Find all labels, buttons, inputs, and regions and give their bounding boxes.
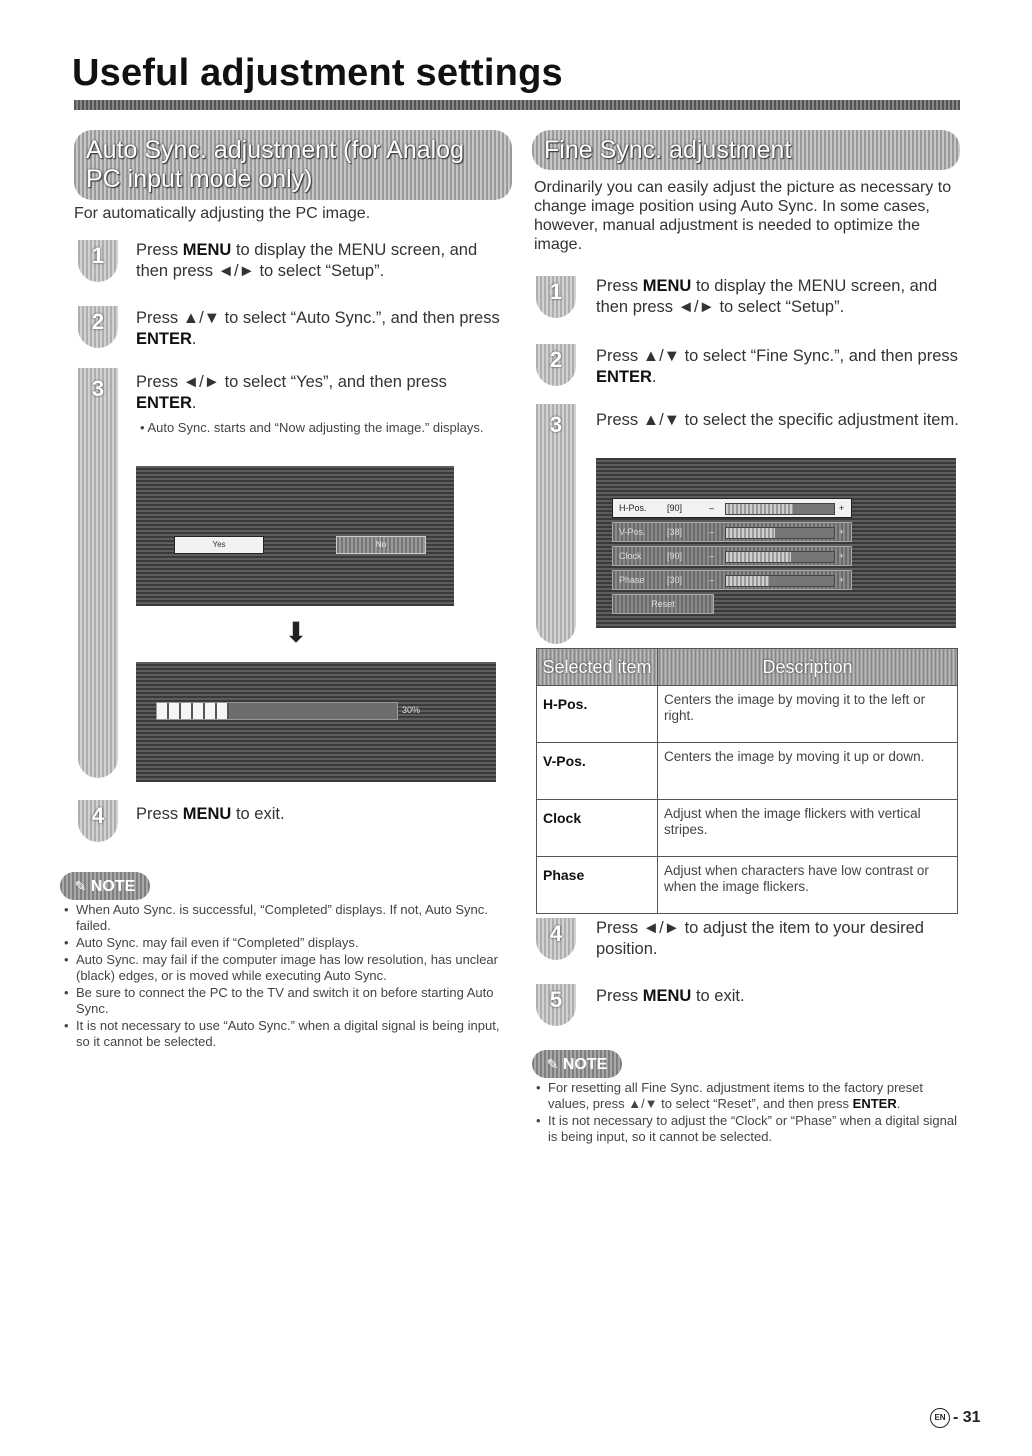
menu-row-value: [90] bbox=[667, 503, 683, 513]
menu-reset-button[interactable]: Reset bbox=[612, 594, 714, 614]
fine-sync-menu-screen bbox=[596, 458, 956, 628]
page-footer bbox=[930, 1408, 981, 1428]
auto-sync-step1-text: Press MENU to display the MENU screen, and then press ◄/► to select “Setup”. bbox=[136, 241, 478, 280]
menu-row-value: [90] bbox=[667, 551, 683, 561]
table-cell-description: Centers the image by moving it to the left or right. bbox=[658, 686, 958, 743]
table-row bbox=[537, 743, 958, 800]
table-cell-item: V-Pos. bbox=[537, 743, 658, 800]
progress-fill bbox=[157, 703, 229, 719]
table-header-item: Selected item bbox=[537, 649, 658, 686]
table-row bbox=[537, 857, 958, 914]
menu-row-label: Phase bbox=[619, 575, 645, 585]
note-item: • Be sure to connect the PC to the TV and switch it on before starting Auto Sync. bbox=[62, 985, 502, 1017]
menu-row-value: [38] bbox=[667, 527, 683, 537]
fine-sync-notes bbox=[534, 1080, 960, 1146]
minus-icon: – bbox=[709, 527, 715, 537]
auto-sync-step2-text: Press ▲/▼ to select “Auto Sync.”, and then press ENTER. bbox=[136, 309, 500, 348]
note-item: • It is not necessary to use “Auto Sync.” when a digital signal is being input, so it cannot be selected. bbox=[62, 1018, 502, 1050]
auto-sync-step1-badge: 1 bbox=[78, 240, 118, 282]
language-badge: EN bbox=[930, 1408, 950, 1428]
menu-row-vpos[interactable] bbox=[612, 522, 852, 542]
level-fill bbox=[726, 576, 769, 586]
menu-row-value: [30] bbox=[667, 575, 683, 585]
level-slider[interactable] bbox=[725, 527, 835, 539]
auto-sync-step3-bar bbox=[78, 368, 118, 778]
level-slider[interactable] bbox=[725, 575, 835, 587]
auto-sync-step2-badge: 2 bbox=[78, 306, 118, 348]
menu-row-label: V-Pos. bbox=[619, 527, 646, 537]
menu-row-label: Clock bbox=[619, 551, 642, 561]
level-slider[interactable] bbox=[725, 503, 835, 515]
auto-sync-notes bbox=[62, 902, 502, 1051]
fine-sync-step2-badge: 2 bbox=[536, 344, 576, 386]
yes-option[interactable]: Yes bbox=[174, 536, 264, 554]
down-arrow-icon: ⬇ bbox=[284, 617, 308, 648]
no-option[interactable]: No bbox=[336, 536, 426, 554]
menu-row-phase[interactable] bbox=[612, 570, 852, 590]
auto-sync-progress-screen bbox=[136, 662, 496, 782]
progress-percent: 30% bbox=[402, 705, 421, 715]
minus-icon: – bbox=[709, 551, 715, 561]
selected-item-table bbox=[536, 648, 958, 914]
fine-sync-note-badge: ✎ NOTE bbox=[532, 1050, 622, 1078]
page-number: - 31 bbox=[953, 1409, 981, 1426]
table-cell-description: Centers the image by moving it up or down. bbox=[658, 743, 958, 800]
fine-sync-step5-badge: 5 bbox=[536, 984, 576, 1026]
fine-sync-step5-text: Press MENU to exit. bbox=[596, 987, 745, 1005]
fine-sync-step1-badge: 1 bbox=[536, 276, 576, 318]
plus-icon: + bbox=[839, 551, 845, 561]
table-cell-item: Phase bbox=[537, 857, 658, 914]
note-item: • Auto Sync. may fail even if “Completed” displays. bbox=[62, 935, 502, 951]
title-rule bbox=[74, 100, 960, 110]
menu-row-label: H-Pos. bbox=[619, 503, 647, 513]
note-item: • Auto Sync. may fail if the computer image has low resolution, has unclear (black) edges, or is moved while executing Auto Sync. bbox=[62, 952, 502, 984]
auto-sync-intro: For automatically adjusting the PC image. bbox=[74, 205, 371, 222]
fine-sync-step3-badge: 3 bbox=[549, 412, 563, 437]
minus-icon: – bbox=[709, 575, 715, 585]
fine-sync-step3-text: Press ▲/▼ to select the specific adjustment item. bbox=[596, 411, 959, 429]
table-cell-item: Clock bbox=[537, 800, 658, 857]
table-cell-item: H-Pos. bbox=[537, 686, 658, 743]
plus-icon: + bbox=[839, 527, 845, 537]
progress-track bbox=[156, 702, 398, 720]
page-title: Useful adjustment settings bbox=[72, 52, 563, 94]
auto-sync-confirm-screen bbox=[136, 466, 454, 606]
fine-sync-step4-text: Press ◄/► to adjust the item to your desired position. bbox=[596, 919, 924, 958]
fine-sync-step2-text: Press ▲/▼ to select “Fine Sync.”, and then press ENTER. bbox=[596, 347, 958, 386]
auto-sync-heading: Auto Sync. adjustment (for Analog PC input mode only) bbox=[74, 130, 512, 200]
table-header-description: Description bbox=[658, 649, 958, 686]
fine-sync-heading: Fine Sync. adjustment bbox=[532, 130, 960, 170]
table-cell-description: Adjust when characters have low contrast or when the image flickers. bbox=[658, 857, 958, 914]
level-slider[interactable] bbox=[725, 551, 835, 563]
note-item: • It is not necessary to adjust the “Clock” or “Phase” when a digital signal is being input, so it cannot be selected. bbox=[534, 1113, 960, 1145]
minus-icon: – bbox=[709, 503, 715, 513]
level-fill bbox=[726, 528, 775, 538]
auto-sync-step4-badge: 4 bbox=[78, 800, 118, 842]
plus-icon: + bbox=[839, 575, 845, 585]
level-fill bbox=[726, 552, 791, 562]
pencil-icon: ✎ bbox=[74, 878, 87, 894]
note-item: • When Auto Sync. is successful, “Completed” displays. If not, Auto Sync. failed. bbox=[62, 902, 502, 934]
note-item: • For resetting all Fine Sync. adjustment items to the factory preset values, press ▲/▼ to select “Reset”, and then press ENTER. bbox=[534, 1080, 960, 1112]
level-fill bbox=[726, 504, 793, 514]
plus-icon: + bbox=[839, 503, 845, 513]
table-row bbox=[537, 800, 958, 857]
menu-row-clock[interactable] bbox=[612, 546, 852, 566]
auto-sync-step4-text: Press MENU to exit. bbox=[136, 805, 285, 823]
fine-sync-step4-badge: 4 bbox=[536, 918, 576, 960]
auto-sync-note-badge: ✎ NOTE bbox=[60, 872, 150, 900]
table-cell-description: Adjust when the image flickers with vertical stripes. bbox=[658, 800, 958, 857]
fine-sync-intro: Ordinarily you can easily adjust the picture as necessary to change image position using Auto Sync. In some cases, however, manual adjustment is needed to optimize the image. bbox=[534, 179, 952, 253]
auto-sync-step3-bullet: • Auto Sync. starts and “Now adjusting the image.” displays. bbox=[140, 420, 484, 435]
pencil-icon: ✎ bbox=[546, 1056, 559, 1072]
auto-sync-step3-badge: 3 bbox=[91, 376, 105, 401]
fine-sync-step1-text: Press MENU to display the MENU screen, and then press ◄/► to select “Setup”. bbox=[596, 277, 938, 316]
table-row bbox=[537, 686, 958, 743]
menu-row-hpos[interactable] bbox=[612, 498, 852, 518]
auto-sync-step3-text: Press ◄/► to select “Yes”, and then press ENTER. bbox=[136, 373, 447, 412]
